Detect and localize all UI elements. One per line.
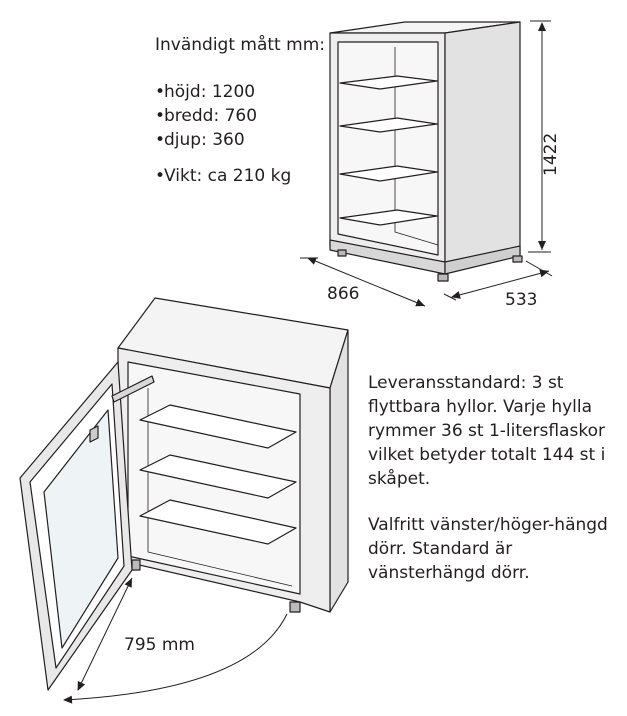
cabinet-open-view (20, 298, 348, 690)
cabinet-side-panel (445, 22, 520, 272)
dimension-label-depth: 533 (505, 290, 538, 310)
specs-heading: Invändigt mått mm: (155, 35, 325, 55)
specs-list (155, 80, 325, 188)
internal-dimensions (155, 33, 325, 188)
spec-item-height: •höjd: 1200 (155, 82, 256, 102)
door-hinge-text: Valfritt vänster/höger-hängd dörr. Standard är vänsterhängd dörr. (368, 515, 608, 583)
delivery-info (368, 371, 613, 607)
spec-item-depth: •djup: 360 (155, 130, 245, 150)
spec-item-width: •bredd: 760 (155, 106, 258, 126)
dimension-label-height: 1422 (541, 132, 561, 176)
spec-item-weight: •Vikt: ca 210 kg (155, 166, 292, 186)
dimension-label-width: 866 (327, 284, 360, 304)
dimension-label-door-swing: 795 mm (124, 635, 195, 655)
delivery-standard-text: Leveransstandard: 3 st flyttbara hyllor. Varje hylla rymmer 36 st 1-litersflaskor vilket betyder totalt 144 st i skåpet. (368, 373, 606, 489)
cabinet-top-view (330, 22, 522, 281)
